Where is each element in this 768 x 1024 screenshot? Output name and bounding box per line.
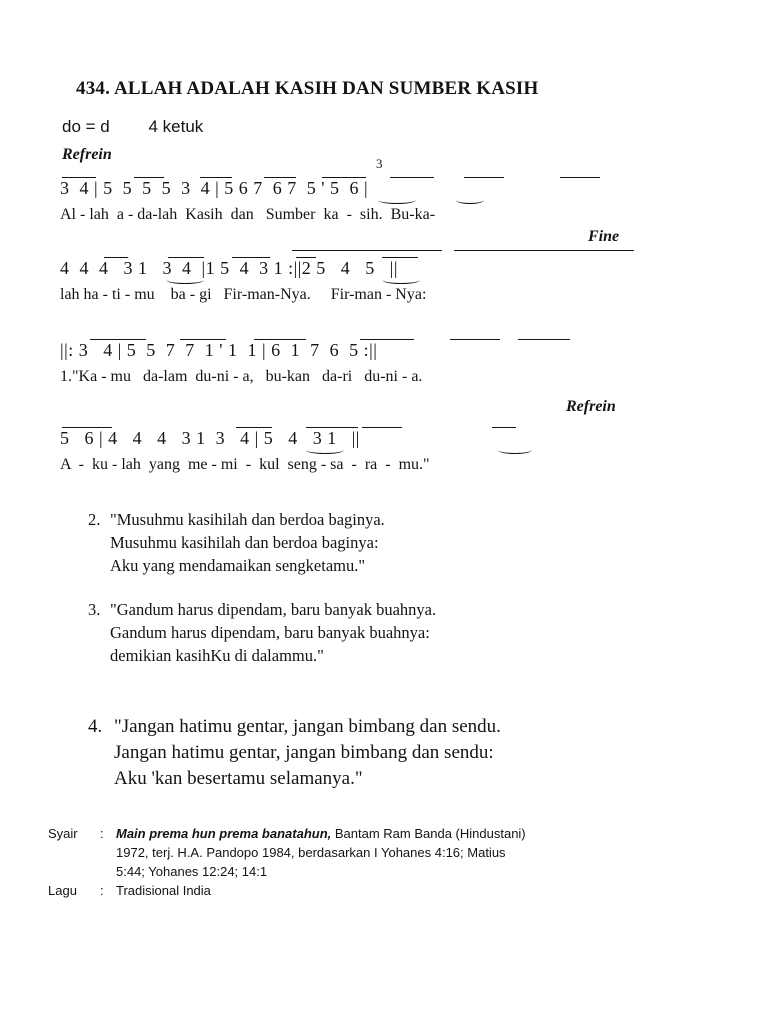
- syair-source: Bantam Ram Banda (Hindustani): [331, 826, 526, 841]
- syair-original-title: Main prema hun prema banatahun,: [116, 826, 332, 841]
- staff-line-4: [60, 428, 650, 490]
- verse-4-line-3: Aku 'kan besertamu selamanya.": [114, 768, 363, 789]
- notes-line-2: 4 4 4 3 1 3 4 |1 5 4 3 1 :||2 5 4 5 ||: [60, 258, 399, 278]
- verse-2-line-2: Musuhmu kasihilah dan berdoa baginya:: [110, 533, 379, 552]
- staff-line-1: [60, 156, 650, 240]
- key-do: do = d: [62, 117, 110, 136]
- lagu-label: Lagu: [48, 883, 77, 898]
- key-signature: [62, 117, 203, 137]
- verse-3-number: 3.: [88, 600, 101, 619]
- verse-4: [88, 714, 501, 792]
- lyrics-line-1: Al - lah a - da-lah Kasih dan Sumber ka - sih. Bu-ka-: [60, 206, 436, 223]
- staff-line-3: [60, 340, 650, 402]
- verse-2-line-1: "Musuhmu kasihilah dan berdoa baginya.: [110, 510, 385, 529]
- syair-line-3: 5:44; Yohanes 12:24; 14:1: [116, 864, 268, 879]
- verse-4-number: 4.: [88, 716, 103, 737]
- staff-line-2: [60, 258, 650, 320]
- verse-2-line-3: Aku yang mendamaikan sengketamu.": [110, 556, 366, 575]
- lyrics-line-4: A - ku - lah yang me - mi - kul seng - sa - ra - mu.": [60, 456, 430, 473]
- syair-line-2: 1972, terj. H.A. Pandopo 1984, berdasarkan I Yohanes 4:16; Matius: [116, 845, 506, 860]
- verse-3-line-1: "Gandum harus dipendam, baru banyak buahnya.: [110, 600, 437, 619]
- verse-2-number: 2.: [88, 510, 101, 529]
- time-signature: 4 ketuk: [148, 117, 204, 136]
- lyrics-line-3: 1."Ka - mu da-lam du-ni - a, bu-kan da-ri du-ni - a.: [60, 368, 423, 385]
- syair-label: Syair: [48, 826, 78, 841]
- verse-4-line-1: "Jangan hatimu gentar, jangan bimbang dan sendu.: [114, 716, 501, 737]
- tuplet-number: 3: [376, 156, 383, 171]
- song-title: 434. ALLAH ADALAH KASIH DAN SUMBER KASIH: [76, 78, 539, 99]
- refrein-marker-mid: Refrein: [566, 398, 616, 415]
- lagu-value: Tradisional India: [116, 883, 211, 898]
- syair-value: [116, 824, 526, 881]
- credits-block: Syair : Main prema hun prema banatahun, Bantam Ram Banda (Hindustani) 1972, terj. H.A. Pandopo 1984, berdasarkan I Yohanes 4:16; Matius 5:44; Yohanes 12:24; 14:1 Lagu : Tradisional India: [48, 826, 526, 898]
- fine-marker: Fine: [588, 228, 620, 245]
- verse-3-line-3: demikian kasihKu di dalammu.": [110, 646, 324, 665]
- refrein-marker-top: Refrein: [62, 146, 112, 163]
- verse-4-line-2: Jangan hatimu gentar, jangan bimbang dan sendu:: [114, 742, 494, 763]
- lyrics-line-2: lah ha - ti - mu ba - gi Fir-man-Nya. Fir-man - Nya:: [60, 286, 427, 303]
- notes-line-4: 5 6 | 4 4 4 3 1 3 4 | 5 4 3 1 ||: [60, 428, 360, 448]
- notes-line-3: ||: 3 4 | 5 5 7 7 1 ' 1 1 | 6 1 7 6 5 :||: [60, 340, 378, 360]
- notes-line-1: 3 4 | 5 5 5 5 3 4 | 5 6 7 6 7 5 ' 5 6 |: [60, 178, 369, 198]
- verse-2: [88, 508, 385, 577]
- verse-3-line-2: Gandum harus dipendam, baru banyak buahnya:: [110, 623, 430, 642]
- verse-3: [88, 598, 436, 667]
